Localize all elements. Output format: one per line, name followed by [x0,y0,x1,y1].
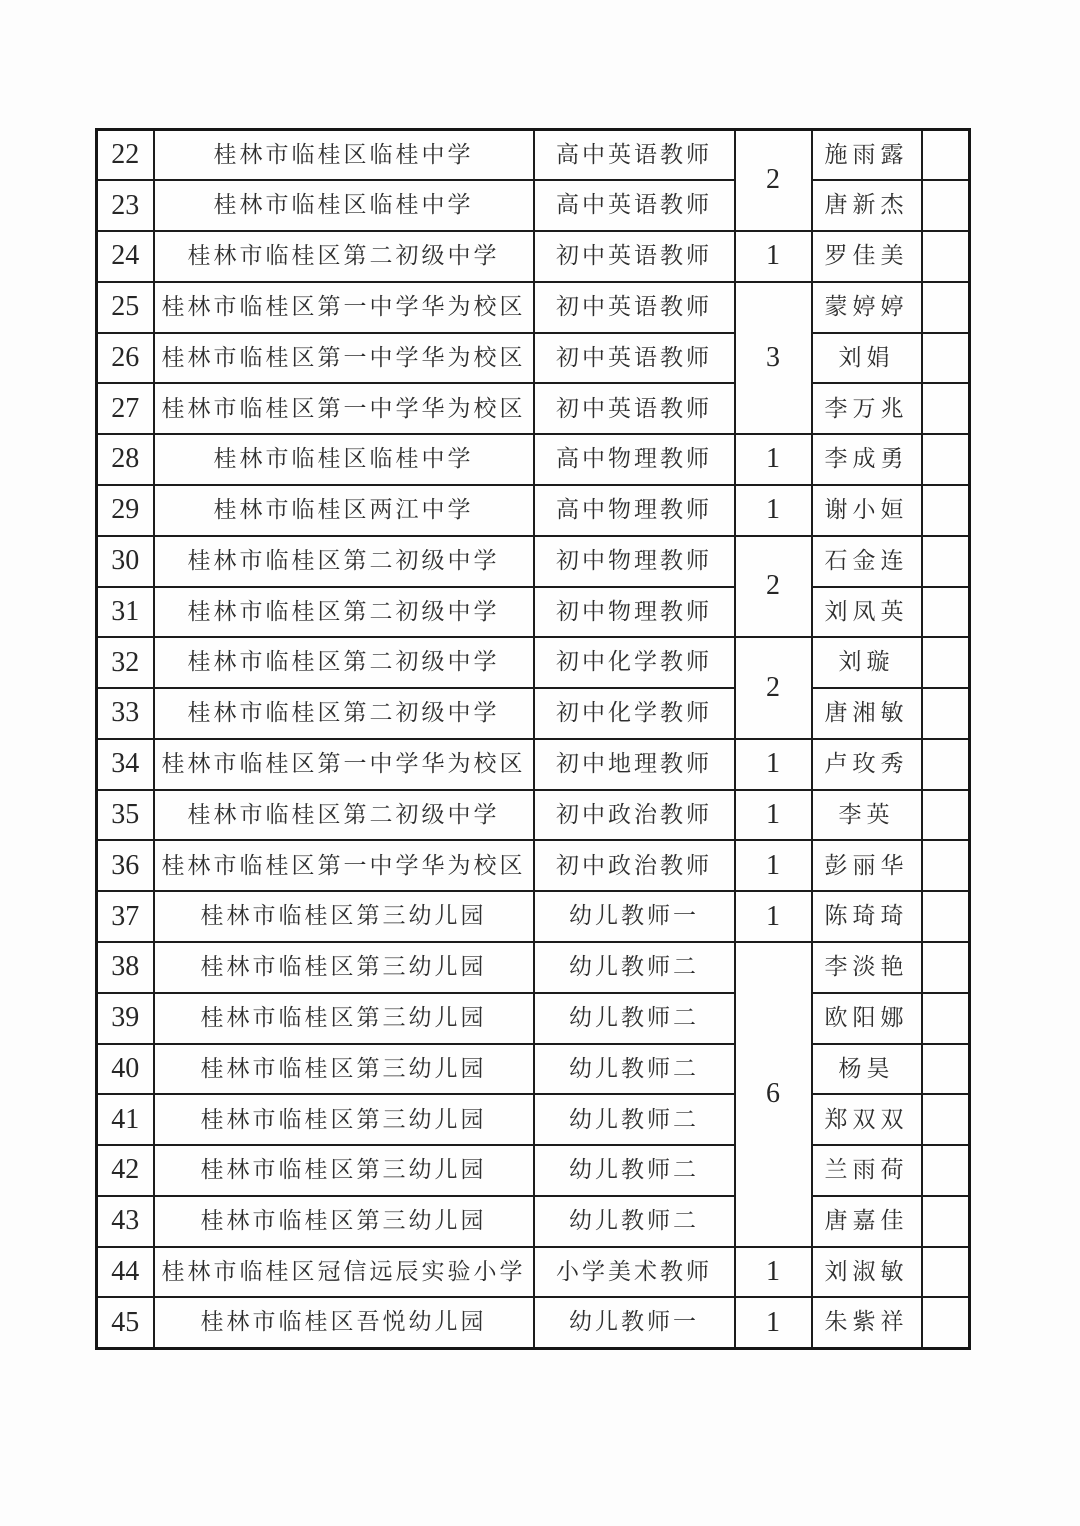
school-cell: 桂林市临桂区第一中学华为校区 [154,739,534,790]
school-cell: 桂林市临桂区第一中学华为校区 [154,840,534,891]
school-cell: 桂林市临桂区临桂中学 [154,130,534,181]
row-number-cell: 29 [97,485,154,536]
table-row [97,1044,970,1095]
table-row [97,891,970,942]
position-cell: 幼儿教师二 [534,1196,735,1247]
row-number-cell: 23 [97,180,154,231]
position-cell: 幼儿教师二 [534,1094,735,1145]
row-number-cell: 35 [97,790,154,841]
table-body [97,130,970,1349]
table-row [97,1196,970,1247]
school-cell: 桂林市临桂区临桂中学 [154,434,534,485]
name-cell: 兰雨荷 [812,1145,922,1196]
empty-cell [922,434,970,485]
school-cell: 桂林市临桂区第三幼儿园 [154,1145,534,1196]
row-number-cell: 32 [97,637,154,688]
count-cell: 1 [735,891,812,942]
school-cell: 桂林市临桂区第三幼儿园 [154,1044,534,1095]
empty-cell [922,383,970,434]
table-row [97,688,970,739]
count-cell: 2 [735,536,812,638]
name-cell: 刘淑敏 [812,1247,922,1298]
count-cell: 3 [735,282,812,434]
position-cell: 初中物理教师 [534,536,735,587]
empty-cell [922,1044,970,1095]
name-cell: 蒙婷婷 [812,282,922,333]
empty-cell [922,536,970,587]
name-cell: 李淡艳 [812,942,922,993]
count-cell: 6 [735,942,812,1247]
row-number-cell: 30 [97,536,154,587]
count-cell: 1 [735,231,812,282]
table-row [97,536,970,587]
empty-cell [922,1247,970,1298]
position-cell: 高中英语教师 [534,180,735,231]
table-row [97,231,970,282]
row-number-cell: 28 [97,434,154,485]
row-number-cell: 22 [97,130,154,181]
position-cell: 初中化学教师 [534,688,735,739]
row-number-cell: 43 [97,1196,154,1247]
row-number-cell: 36 [97,840,154,891]
school-cell: 桂林市临桂区临桂中学 [154,180,534,231]
position-cell: 幼儿教师二 [534,1044,735,1095]
row-number-cell: 44 [97,1247,154,1298]
table-row [97,485,970,536]
position-cell: 幼儿教师二 [534,942,735,993]
count-cell: 2 [735,637,812,739]
table-row [97,1247,970,1298]
row-number-cell: 38 [97,942,154,993]
table-row [97,993,970,1044]
name-cell: 唐湘敏 [812,688,922,739]
row-number-cell: 24 [97,231,154,282]
table-row [97,180,970,231]
position-cell: 高中物理教师 [534,434,735,485]
empty-cell [922,1297,970,1348]
name-cell: 卢玫秀 [812,739,922,790]
row-number-cell: 33 [97,688,154,739]
name-cell: 刘娟 [812,333,922,384]
position-cell: 高中英语教师 [534,130,735,181]
count-cell: 1 [735,1297,812,1348]
table-row [97,739,970,790]
position-cell: 初中政治教师 [534,840,735,891]
empty-cell [922,688,970,739]
empty-cell [922,333,970,384]
name-cell: 陈琦琦 [812,891,922,942]
count-cell: 1 [735,485,812,536]
count-cell: 1 [735,790,812,841]
table-row [97,434,970,485]
school-cell: 桂林市临桂区第二初级中学 [154,637,534,688]
count-cell: 1 [735,1247,812,1298]
position-cell: 初中地理教师 [534,739,735,790]
empty-cell [922,282,970,333]
empty-cell [922,231,970,282]
empty-cell [922,840,970,891]
empty-cell [922,587,970,638]
row-number-cell: 45 [97,1297,154,1348]
position-cell: 初中政治教师 [534,790,735,841]
name-cell: 杨昊 [812,1044,922,1095]
name-cell: 李英 [812,790,922,841]
position-cell: 幼儿教师二 [534,1145,735,1196]
position-cell: 幼儿教师一 [534,1297,735,1348]
school-cell: 桂林市临桂区第二初级中学 [154,587,534,638]
name-cell: 欧阳娜 [812,993,922,1044]
name-cell: 石金连 [812,536,922,587]
position-cell: 初中物理教师 [534,587,735,638]
position-cell: 初中英语教师 [534,282,735,333]
row-number-cell: 31 [97,587,154,638]
row-number-cell: 40 [97,1044,154,1095]
empty-cell [922,790,970,841]
row-number-cell: 39 [97,993,154,1044]
empty-cell [922,637,970,688]
school-cell: 桂林市临桂区第二初级中学 [154,790,534,841]
school-cell: 桂林市临桂区第二初级中学 [154,688,534,739]
empty-cell [922,942,970,993]
row-number-cell: 37 [97,891,154,942]
empty-cell [922,1145,970,1196]
name-cell: 唐新杰 [812,180,922,231]
empty-cell [922,891,970,942]
position-cell: 幼儿教师一 [534,891,735,942]
school-cell: 桂林市临桂区冠信远辰实验小学 [154,1247,534,1298]
empty-cell [922,993,970,1044]
empty-cell [922,130,970,181]
school-cell: 桂林市临桂区吾悦幼儿园 [154,1297,534,1348]
table-row [97,282,970,333]
row-number-cell: 34 [97,739,154,790]
name-cell: 李万兆 [812,383,922,434]
school-cell: 桂林市临桂区第三幼儿园 [154,942,534,993]
table-row [97,333,970,384]
name-cell: 唐嘉佳 [812,1196,922,1247]
table-row [97,130,970,181]
empty-cell [922,1094,970,1145]
name-cell: 刘璇 [812,637,922,688]
school-cell: 桂林市临桂区第三幼儿园 [154,1094,534,1145]
table-row [97,1145,970,1196]
school-cell: 桂林市临桂区第三幼儿园 [154,891,534,942]
row-number-cell: 27 [97,383,154,434]
school-cell: 桂林市临桂区第二初级中学 [154,536,534,587]
name-cell: 彭丽华 [812,840,922,891]
position-cell: 幼儿教师二 [534,993,735,1044]
count-cell: 1 [735,840,812,891]
row-number-cell: 25 [97,282,154,333]
empty-cell [922,739,970,790]
name-cell: 施雨露 [812,130,922,181]
school-cell: 桂林市临桂区两江中学 [154,485,534,536]
table-row [97,637,970,688]
school-cell: 桂林市临桂区第三幼儿园 [154,1196,534,1247]
school-cell: 桂林市临桂区第一中学华为校区 [154,282,534,333]
table-row [97,942,970,993]
table-row [97,587,970,638]
table-row [97,1297,970,1348]
school-cell: 桂林市临桂区第二初级中学 [154,231,534,282]
position-cell: 小学美术教师 [534,1247,735,1298]
row-number-cell: 26 [97,333,154,384]
position-cell: 高中物理教师 [534,485,735,536]
name-cell: 谢小姮 [812,485,922,536]
empty-cell [922,180,970,231]
position-cell: 初中英语教师 [534,231,735,282]
position-cell: 初中化学教师 [534,637,735,688]
table-row [97,840,970,891]
row-number-cell: 41 [97,1094,154,1145]
table-row [97,790,970,841]
table-row [97,1094,970,1145]
empty-cell [922,1196,970,1247]
recruitment-table [95,128,971,1350]
name-cell: 刘凤英 [812,587,922,638]
count-cell: 2 [735,130,812,232]
position-cell: 初中英语教师 [534,383,735,434]
school-cell: 桂林市临桂区第一中学华为校区 [154,333,534,384]
row-number-cell: 42 [97,1145,154,1196]
count-cell: 1 [735,434,812,485]
position-cell: 初中英语教师 [534,333,735,384]
name-cell: 郑双双 [812,1094,922,1145]
name-cell: 朱紫祥 [812,1297,922,1348]
name-cell: 李成勇 [812,434,922,485]
count-cell: 1 [735,739,812,790]
name-cell: 罗佳美 [812,231,922,282]
empty-cell [922,485,970,536]
school-cell: 桂林市临桂区第一中学华为校区 [154,383,534,434]
table-row [97,383,970,434]
school-cell: 桂林市临桂区第三幼儿园 [154,993,534,1044]
